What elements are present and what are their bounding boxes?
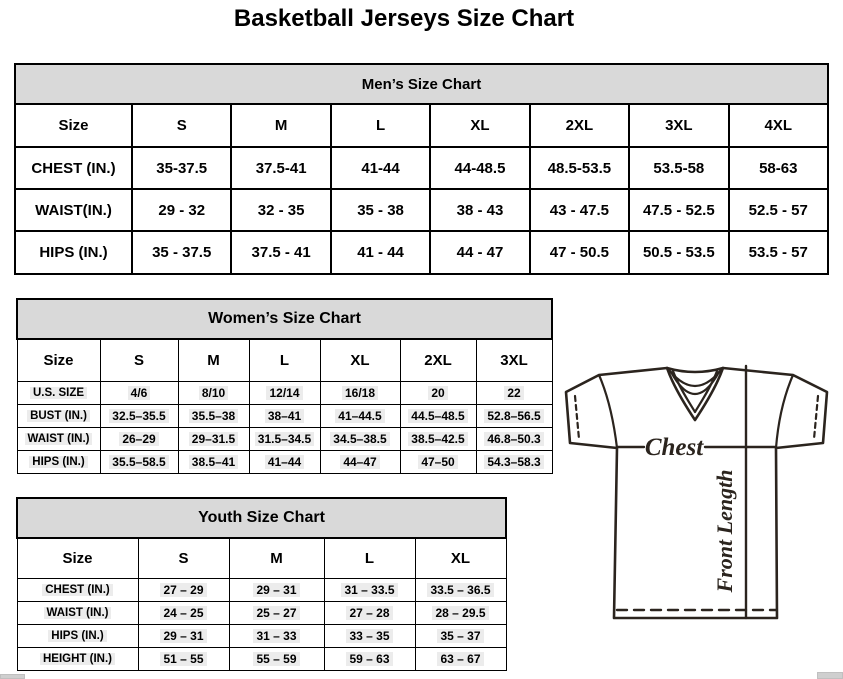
value-text: 41–44.5 (335, 409, 384, 423)
value-cell: 38 - 43 (430, 189, 529, 231)
value-text: 27 – 29 (160, 583, 206, 597)
value-text: 31.5–34.5 (255, 432, 314, 446)
row-label-chest (17, 578, 138, 601)
col-header-3xl: 3XL (629, 104, 728, 147)
col-header-m: M (178, 339, 249, 381)
row-label-text: BUST (IN.) (27, 410, 90, 422)
value-text: 8/10 (199, 386, 228, 400)
value-cell (415, 601, 506, 624)
table-row (17, 381, 552, 404)
row-label-text: HIPS (IN.) (48, 630, 106, 642)
table-row (17, 624, 506, 647)
value-text: 25 – 27 (253, 606, 299, 620)
table-row (17, 427, 552, 450)
value-text: 26–29 (119, 432, 158, 446)
value-cell: 53.5 - 57 (729, 231, 828, 274)
row-label-bust (17, 404, 100, 427)
value-cell (249, 381, 320, 404)
value-text: 54.3–58.3 (484, 455, 543, 469)
row-label-text: HIPS (IN.) (29, 456, 87, 468)
value-text: 51 – 55 (160, 652, 206, 666)
mens-size-table (14, 63, 829, 275)
value-cell (320, 404, 400, 427)
value-text: 12/14 (266, 386, 302, 400)
mens-table-title: Men’s Size Chart (15, 64, 828, 104)
value-text: 46.8–50.3 (484, 432, 543, 446)
value-text: 32.5–35.5 (109, 409, 168, 423)
row-label-chest: CHEST (IN.) (15, 147, 132, 189)
value-text: 55 – 59 (253, 652, 299, 666)
value-cell (400, 427, 476, 450)
womens-size-table (16, 298, 553, 474)
value-text: 41–44 (265, 455, 304, 469)
value-cell: 37.5-41 (231, 147, 330, 189)
chest-label: Chest (644, 434, 704, 461)
col-header-m: M (229, 538, 324, 578)
womens-table-title: Women’s Size Chart (17, 299, 552, 339)
value-cell (178, 450, 249, 473)
table-row (15, 189, 828, 231)
value-text: 44.5–48.5 (408, 409, 467, 423)
womens-header-row (17, 339, 552, 381)
youth-size-table (16, 497, 507, 671)
row-label-us-size (17, 381, 100, 404)
value-cell (100, 381, 178, 404)
row-label-hips (17, 450, 100, 473)
value-cell (476, 427, 552, 450)
value-text: 27 – 28 (346, 606, 392, 620)
row-label-text: WAIST (IN.) (44, 607, 112, 619)
value-text: 38.5–42.5 (408, 432, 467, 446)
value-text: 29 – 31 (160, 629, 206, 643)
table-row (17, 450, 552, 473)
value-cell (400, 404, 476, 427)
value-cell (249, 450, 320, 473)
value-text: 44–47 (340, 455, 379, 469)
value-cell (138, 624, 229, 647)
value-cell (324, 624, 415, 647)
mens-header-row (15, 104, 828, 147)
value-text: 29–31.5 (189, 432, 238, 446)
col-header-l: L (249, 339, 320, 381)
value-cell (138, 578, 229, 601)
value-text: 47–50 (418, 455, 457, 469)
col-header-l: L (324, 538, 415, 578)
scrollbar-fragment-right[interactable] (817, 672, 843, 679)
value-cell: 35 - 37.5 (132, 231, 231, 274)
value-text: 29 – 31 (253, 583, 299, 597)
value-text: 35.5–58.5 (109, 455, 168, 469)
value-text: 4/6 (128, 386, 151, 400)
value-cell (138, 601, 229, 624)
front-length-label: Front Length (712, 469, 737, 593)
value-cell (415, 624, 506, 647)
value-text: 28 – 29.5 (432, 606, 488, 620)
value-cell (178, 381, 249, 404)
value-cell: 44 - 47 (430, 231, 529, 274)
value-text: 34.5–38.5 (330, 432, 389, 446)
table-row (17, 578, 506, 601)
value-cell: 50.5 - 53.5 (629, 231, 728, 274)
row-label-text: HEIGHT (IN.) (40, 653, 115, 665)
value-cell: 29 - 32 (132, 189, 231, 231)
col-header-xl: XL (320, 339, 400, 381)
jersey-measurement-diagram (556, 363, 842, 625)
value-text: 38.5–41 (189, 455, 238, 469)
value-cell (320, 427, 400, 450)
table-row (15, 231, 828, 274)
scrollbar-fragment-left[interactable] (0, 674, 25, 679)
youth-table-title: Youth Size Chart (17, 498, 506, 538)
value-cell (324, 647, 415, 670)
value-cell: 41 - 44 (331, 231, 430, 274)
row-label-waist (17, 601, 138, 624)
value-text: 31 – 33 (253, 629, 299, 643)
col-header-xl: XL (415, 538, 506, 578)
jersey-outline (566, 368, 827, 618)
value-cell: 41-44 (331, 147, 430, 189)
col-header-l: L (331, 104, 430, 147)
value-cell (229, 624, 324, 647)
row-label-waist: WAIST(IN.) (15, 189, 132, 231)
value-cell (178, 427, 249, 450)
jersey-diagram-svg (556, 363, 842, 625)
row-label-hips (17, 624, 138, 647)
col-header-xl: XL (430, 104, 529, 147)
value-cell (249, 427, 320, 450)
value-text: 35 – 37 (437, 629, 483, 643)
col-header-m: M (231, 104, 330, 147)
value-cell (229, 647, 324, 670)
value-text: 20 (428, 386, 447, 400)
value-text: 63 – 67 (437, 652, 483, 666)
row-label-waist (17, 427, 100, 450)
table-row (15, 147, 828, 189)
value-cell: 32 - 35 (231, 189, 330, 231)
value-text: 35.5–38 (189, 409, 238, 423)
value-cell: 43 - 47.5 (530, 189, 629, 231)
row-label-hips: HIPS (IN.) (15, 231, 132, 274)
col-header-2xl: 2XL (530, 104, 629, 147)
value-cell (415, 647, 506, 670)
value-cell (400, 450, 476, 473)
value-cell: 48.5-53.5 (530, 147, 629, 189)
row-label-text: U.S. SIZE (30, 387, 87, 399)
value-text: 33 – 35 (346, 629, 392, 643)
value-text: 52.8–56.5 (484, 409, 543, 423)
value-cell (320, 381, 400, 404)
value-cell (229, 578, 324, 601)
value-cell (320, 450, 400, 473)
value-text: 16/18 (342, 386, 378, 400)
value-cell: 35-37.5 (132, 147, 231, 189)
value-text: 24 – 25 (160, 606, 206, 620)
row-label-height (17, 647, 138, 670)
value-cell (178, 404, 249, 427)
col-header-2xl: 2XL (400, 339, 476, 381)
value-cell (229, 601, 324, 624)
col-header-s: S (100, 339, 178, 381)
youth-header-row (17, 538, 506, 578)
col-header-4xl: 4XL (729, 104, 828, 147)
value-cell: 47.5 - 52.5 (629, 189, 728, 231)
value-cell (249, 404, 320, 427)
table-row (17, 601, 506, 624)
table-row (17, 647, 506, 670)
value-text: 31 – 33.5 (341, 583, 397, 597)
row-label-text: CHEST (IN.) (42, 584, 113, 596)
col-header-s: S (138, 538, 229, 578)
value-cell (476, 381, 552, 404)
value-cell: 52.5 - 57 (729, 189, 828, 231)
value-cell: 58-63 (729, 147, 828, 189)
size-header-cell: Size (17, 339, 100, 381)
value-cell (324, 578, 415, 601)
value-cell (100, 404, 178, 427)
row-label-text: WAIST (IN.) (25, 433, 93, 445)
value-cell (100, 427, 178, 450)
value-cell: 37.5 - 41 (231, 231, 330, 274)
value-cell: 53.5-58 (629, 147, 728, 189)
value-cell (476, 404, 552, 427)
value-cell (400, 381, 476, 404)
value-text: 59 – 63 (346, 652, 392, 666)
value-text: 38–41 (265, 409, 304, 423)
value-cell (476, 450, 552, 473)
size-header-cell: Size (17, 538, 138, 578)
col-header-s: S (132, 104, 231, 147)
value-text: 22 (504, 386, 523, 400)
value-cell (415, 578, 506, 601)
value-cell (324, 601, 415, 624)
value-text: 33.5 – 36.5 (427, 583, 493, 597)
col-header-3xl: 3XL (476, 339, 552, 381)
value-cell: 47 - 50.5 (530, 231, 629, 274)
value-cell (138, 647, 229, 670)
value-cell: 44-48.5 (430, 147, 529, 189)
page-title: Basketball Jerseys Size Chart (233, 5, 575, 32)
table-row (17, 404, 552, 427)
value-cell: 35 - 38 (331, 189, 430, 231)
value-cell (100, 450, 178, 473)
size-header-cell: Size (15, 104, 132, 147)
